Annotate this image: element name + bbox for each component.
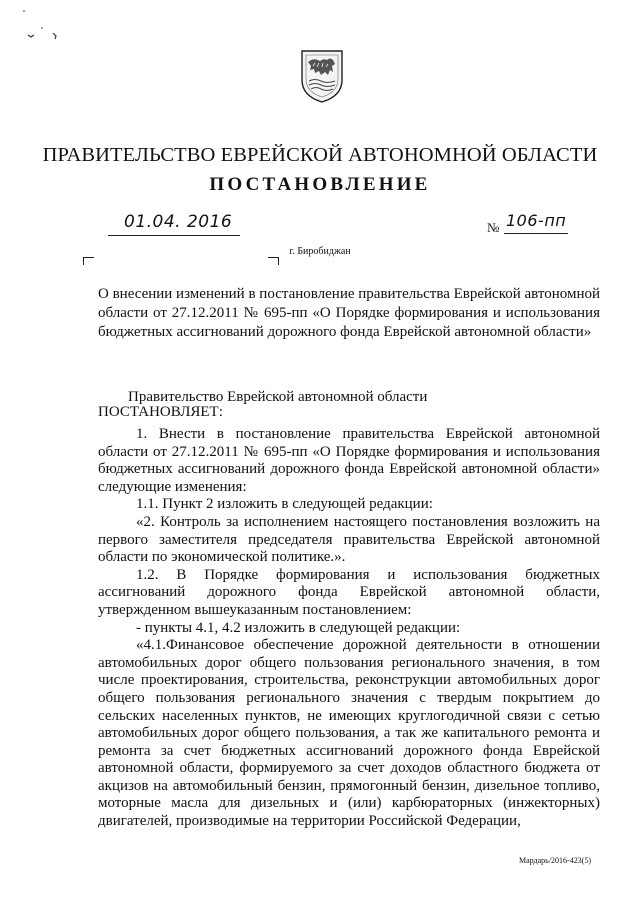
number-field xyxy=(504,211,568,234)
paragraph-1-1: 1.1. Пункт 2 изложить в следующей редакции: xyxy=(136,496,433,513)
handwritten-date: 01.04. 2016 xyxy=(124,212,233,232)
document-body xyxy=(98,426,600,831)
date-field xyxy=(108,213,240,236)
number-label: № xyxy=(487,220,500,235)
preamble-government: Правительство Еврейской автономной области xyxy=(128,389,428,405)
government-heading: ПРАВИТЕЛЬСТВО ЕВРЕЙСКОЙ АВТОНОМНОЙ ОБЛАСТИ xyxy=(42,144,598,166)
preamble-decrees: ПОСТАНОВЛЯЕТ: xyxy=(98,404,223,420)
paragraph-quote-2: «2. Контроль за исполнением настоящего постановления возложить на первого заместителя председателя правительства Еврейской автономной области по экономической политике.». xyxy=(98,513,600,566)
subject-bracket-left xyxy=(83,257,94,265)
footer-code: Мардарь/2016-423(5) xyxy=(519,856,592,865)
scan-marks xyxy=(20,8,80,48)
paragraph-quote-4-1: «4.1.Финансовое обеспечение дорожной деятельности в отношении автомобильных дорог общего пользования регионального значения, в том числе проектирования, строительства, реконструкции автомобильных дорог общего пользования регионального значения с твердым покрытием до сельских населенных пунктов, не имеющих круглогодичной связи с сетью автомобильных дорог общего пользования, а так же капитального ремонта и ремонта за счет бюджетных ассигнований дорожного фонда Еврейской автономной области, формируемого за счет доходов областного бюджета от акцизов на автомобильный бензин, прямогонный бензин, дизельное топливо, моторные масла для дизельных и (или) карбюраторных (инжекторных) двигателей, производимые на территории Российской Федерации, xyxy=(98,637,600,830)
document-subject: О внесении изменений в постановление правительства Еврейской автономной области от 27.12.2011 № 695-пп «О Порядке формирования и использования бюджетных ассигнований дорожного фонда Еврейской автономной области» xyxy=(98,286,601,340)
city-line: г. Биробиджан xyxy=(289,246,351,257)
paragraph-items-4-1-4-2: - пункты 4.1, 4.2 изложить в следующей редакции: xyxy=(136,619,461,636)
handwritten-number: 106-пп xyxy=(506,211,567,230)
coat-of-arms-emblem xyxy=(299,48,345,104)
subject-bracket-right xyxy=(268,257,279,265)
document-type-title: ПОСТАНОВЛЕНИЕ xyxy=(209,174,431,195)
paragraph-1: 1. Внести в постановление правительства Еврейской автономной области от 27.12.2011 № 695-пп «О Порядке формирования и использования бюджетных ассигнований дорожного фонда Еврейской автономной области» следующие изменения: xyxy=(98,426,600,495)
paragraph-1-2: 1.2. В Порядке формирования и использования бюджетных ассигнований дорожного фонда Еврейской автономной области, утвержденном вышеуказанным постановлением: xyxy=(98,566,600,618)
